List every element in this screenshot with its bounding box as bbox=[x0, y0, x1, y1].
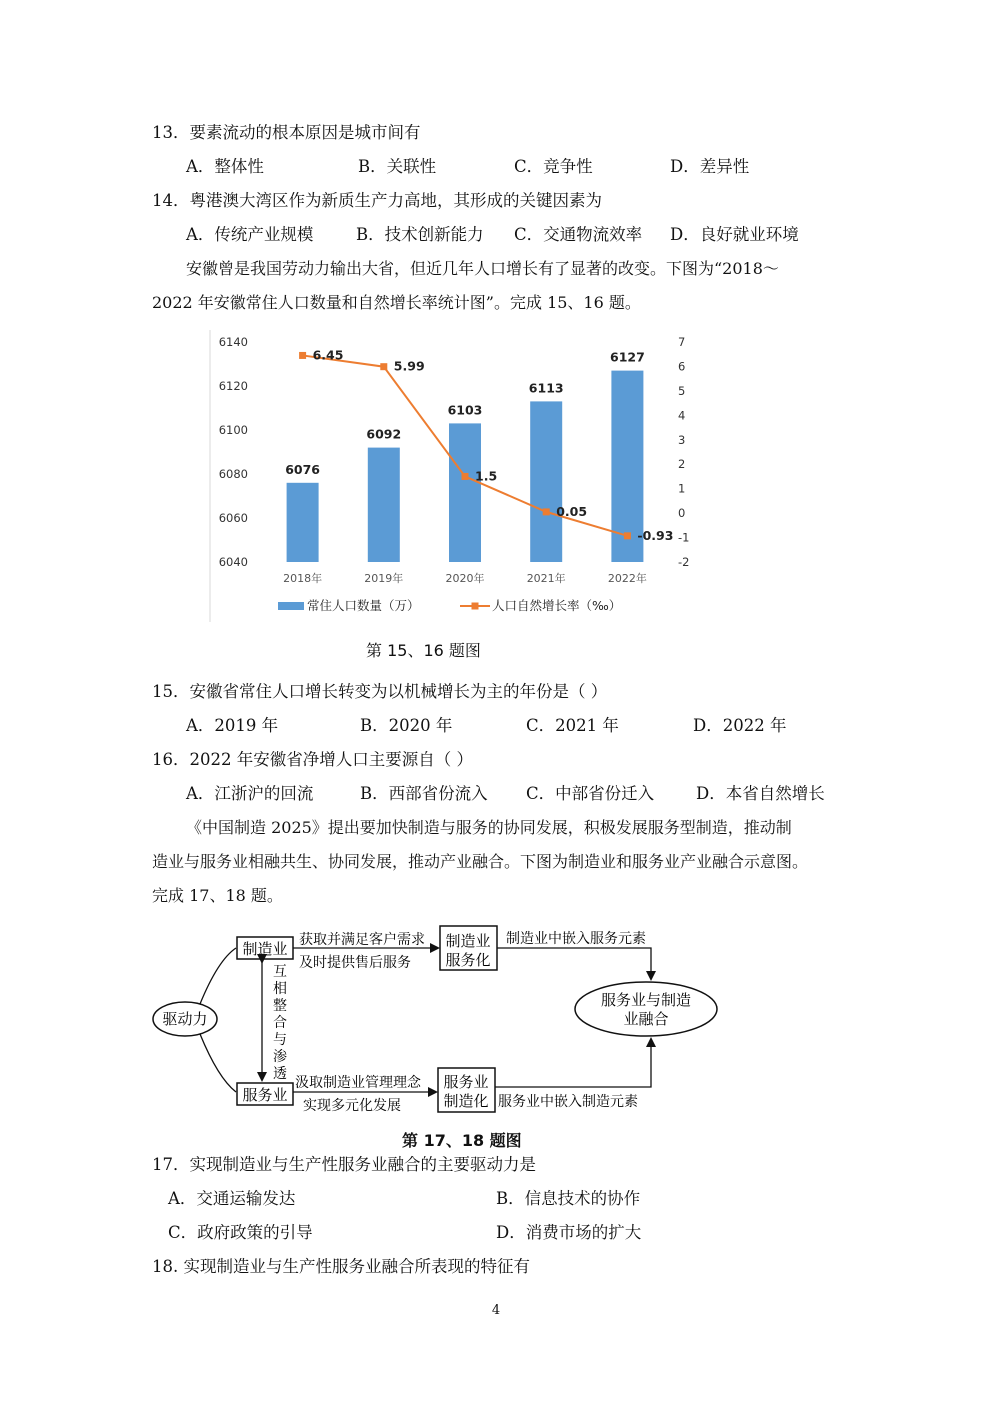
top-arrow-label-2: 及时提供售后服务 bbox=[299, 955, 411, 971]
top-arrow-label-1: 获取并满足客户需求 bbox=[299, 932, 425, 948]
driver-to-service-connector bbox=[200, 1034, 236, 1092]
question-15-option-b: B．2020 年 bbox=[360, 716, 453, 735]
population-bar-value-label: 6113 bbox=[528, 380, 564, 396]
left-axis-tick-label: 6100 bbox=[218, 423, 248, 437]
fusion-diagram bbox=[148, 922, 718, 1118]
question-14-stem: 14．粤港澳大湾区作为新质生产力高地，其形成的关键因素为 bbox=[152, 191, 602, 210]
question-16-option-b: B．西部省份流入 bbox=[360, 784, 488, 803]
growth-rate-value-label: 5.99 bbox=[393, 358, 425, 374]
population-bar bbox=[368, 448, 400, 562]
right-axis-tick-label: 4 bbox=[678, 408, 686, 423]
question-17-option-c: C．政府政策的引导 bbox=[168, 1223, 313, 1242]
mutual-integration-char: 渗 bbox=[273, 1049, 287, 1065]
population-bar-value-label: 6076 bbox=[285, 461, 320, 477]
growth-rate-point bbox=[380, 363, 387, 370]
question-16-option-d: D．本省自然增长 bbox=[696, 784, 825, 803]
mutual-integration-char: 与 bbox=[273, 1032, 287, 1048]
question-17-option-a: A．交通运输发达 bbox=[168, 1189, 296, 1208]
question-13-option-c: C．竞争性 bbox=[514, 157, 593, 176]
category-tick-label: 2018年 bbox=[283, 572, 323, 585]
question-13-option-a: A．整体性 bbox=[186, 157, 264, 176]
growth-rate-value-label: 0.05 bbox=[556, 503, 588, 519]
chart-caption: 第 15、16 题图 bbox=[366, 641, 481, 660]
question-16-stem: 16．2022 年安徽省净增人口主要源自（ ） bbox=[152, 750, 473, 769]
category-tick-label: 2019年 bbox=[364, 572, 404, 585]
mutual-integration-char: 透 bbox=[273, 1066, 287, 1082]
top-right-label: 制造业中嵌入服务元素 bbox=[506, 931, 646, 947]
mutual-integration-char: 整 bbox=[273, 998, 287, 1014]
question-13-stem: 13．要素流动的根本原因是城市间有 bbox=[152, 123, 421, 142]
question-14-option-a: A．传统产业规模 bbox=[186, 225, 314, 244]
question-17-stem: 17．实现制造业与生产性服务业融合的主要驱动力是 bbox=[152, 1155, 536, 1174]
manufacturing-servitization-label-1: 制造业 bbox=[445, 932, 491, 950]
question-13-option-d: D．差异性 bbox=[670, 157, 750, 176]
question-16-option-a: A．江浙沪的回流 bbox=[186, 784, 314, 803]
manufacturing-label: 制造业 bbox=[242, 940, 288, 958]
left-axis-tick-label: 6140 bbox=[218, 335, 248, 349]
right-axis-tick-label: 1 bbox=[678, 481, 686, 496]
bottom-right-arrow bbox=[495, 1039, 651, 1087]
left-axis-tick-label: 6040 bbox=[218, 555, 248, 569]
mutual-integration-char: 合 bbox=[273, 1015, 287, 1031]
left-axis-tick-label: 6060 bbox=[218, 511, 248, 525]
fusion-label-2: 业融合 bbox=[623, 1010, 669, 1028]
category-tick-label: 2020年 bbox=[445, 572, 485, 585]
intro-17-18-line2: 造业与服务业相融共生、协同发展，推动产业融合。下图为制造业和服务业产业融合示意图。 bbox=[152, 852, 809, 871]
question-14-option-c: C．交通物流效率 bbox=[514, 225, 643, 244]
category-tick-label: 2022年 bbox=[607, 572, 647, 585]
growth-rate-point bbox=[299, 352, 306, 359]
bottom-right-label: 服务业中嵌入制造元素 bbox=[498, 1094, 638, 1110]
right-axis-tick-label: 0 bbox=[678, 506, 686, 521]
legend-line-marker bbox=[472, 603, 479, 610]
legend-bar-swatch bbox=[278, 602, 304, 610]
growth-rate-point bbox=[543, 508, 550, 515]
growth-rate-point bbox=[624, 532, 631, 539]
manufacturing-servitization-label-2: 服务化 bbox=[445, 951, 491, 969]
page-number: 4 bbox=[491, 1303, 501, 1318]
legend-bar-label: 常住人口数量（万） bbox=[307, 598, 420, 613]
growth-rate-value-label: 1.5 bbox=[475, 468, 498, 484]
bottom-arrow-label-2: 实现多元化发展 bbox=[303, 1098, 401, 1114]
question-16-option-c: C．中部省份迁入 bbox=[526, 784, 655, 803]
intro-17-18-line3: 完成 17、18 题。 bbox=[152, 886, 283, 905]
left-axis-tick-label: 6120 bbox=[218, 379, 248, 393]
intro-17-18-line1: 《中国制造 2025》提出要加快制造与服务的协同发展，积极发展服务型制造，推动制 bbox=[186, 818, 792, 837]
right-axis-tick-label: 2 bbox=[678, 457, 686, 472]
population-bar bbox=[287, 483, 319, 562]
intro-15-16-line2: 2022 年安徽常住人口数量和自然增长率统计图”。完成 15、16 题。 bbox=[152, 293, 641, 312]
question-14-option-b: B．技术创新能力 bbox=[356, 225, 484, 244]
question-15-option-d: D．2022 年 bbox=[693, 716, 787, 735]
mutual-integration-char: 互 bbox=[273, 964, 287, 980]
population-bar-value-label: 6092 bbox=[366, 426, 402, 442]
population-bar-value-label: 6127 bbox=[610, 349, 645, 365]
question-15-option-a: A．2019 年 bbox=[186, 716, 279, 735]
intro-15-16-line1: 安徽曾是我国劳动力输出大省，但近几年人口增长有了显著的改变。下图为“2018～ bbox=[186, 259, 779, 278]
right-axis-tick-label: 3 bbox=[678, 432, 686, 447]
driver-label: 驱动力 bbox=[162, 1010, 208, 1028]
mutual-integration-label bbox=[273, 964, 287, 1082]
population-bar-value-label: 6103 bbox=[447, 402, 483, 418]
mutual-integration-char: 相 bbox=[273, 981, 287, 997]
question-17-option-b: B．信息技术的协作 bbox=[496, 1189, 641, 1208]
category-tick-label: 2021年 bbox=[526, 572, 566, 585]
population-bar bbox=[530, 401, 562, 562]
legend-line-label: 人口自然增长率（‰） bbox=[492, 598, 622, 613]
question-17-option-d: D．消费市场的扩大 bbox=[496, 1223, 642, 1242]
question-15-stem: 15．安徽省常住人口增长转变为以机械增长为主的年份是（ ） bbox=[152, 682, 608, 701]
service-manufacturing-label-2: 制造化 bbox=[443, 1092, 489, 1110]
right-axis-tick-label: 5 bbox=[678, 383, 686, 398]
right-axis-tick-label: 7 bbox=[678, 335, 686, 349]
bottom-arrow-label-1: 汲取制造业管理理念 bbox=[295, 1075, 421, 1091]
population-chart bbox=[208, 326, 694, 624]
question-13-option-b: B．关联性 bbox=[358, 157, 437, 176]
fusion-label-1: 服务业与制造 bbox=[600, 991, 692, 1009]
population-bar bbox=[449, 423, 481, 562]
driver-to-manufacturing-connector bbox=[200, 948, 236, 1004]
right-axis-tick-label: -1 bbox=[678, 530, 690, 545]
question-15-option-c: C．2021 年 bbox=[526, 716, 619, 735]
question-14-option-d: D．良好就业环境 bbox=[670, 225, 799, 244]
growth-rate-value-label: 6.45 bbox=[312, 347, 344, 363]
top-right-arrow bbox=[497, 948, 651, 979]
service-label: 服务业 bbox=[242, 1086, 288, 1104]
right-axis-tick-label: 6 bbox=[678, 359, 686, 374]
growth-rate-point bbox=[462, 473, 469, 480]
service-manufacturing-label-1: 服务业 bbox=[443, 1073, 489, 1091]
question-18-stem: 18. 实现制造业与生产性服务业融合所表现的特征有 bbox=[152, 1257, 530, 1276]
growth-rate-value-label: -0.93 bbox=[637, 527, 674, 543]
diagram-caption: 第 17、18 题图 bbox=[402, 1131, 522, 1150]
right-axis-tick-label: -2 bbox=[678, 555, 690, 569]
left-axis-tick-label: 6080 bbox=[218, 467, 248, 481]
